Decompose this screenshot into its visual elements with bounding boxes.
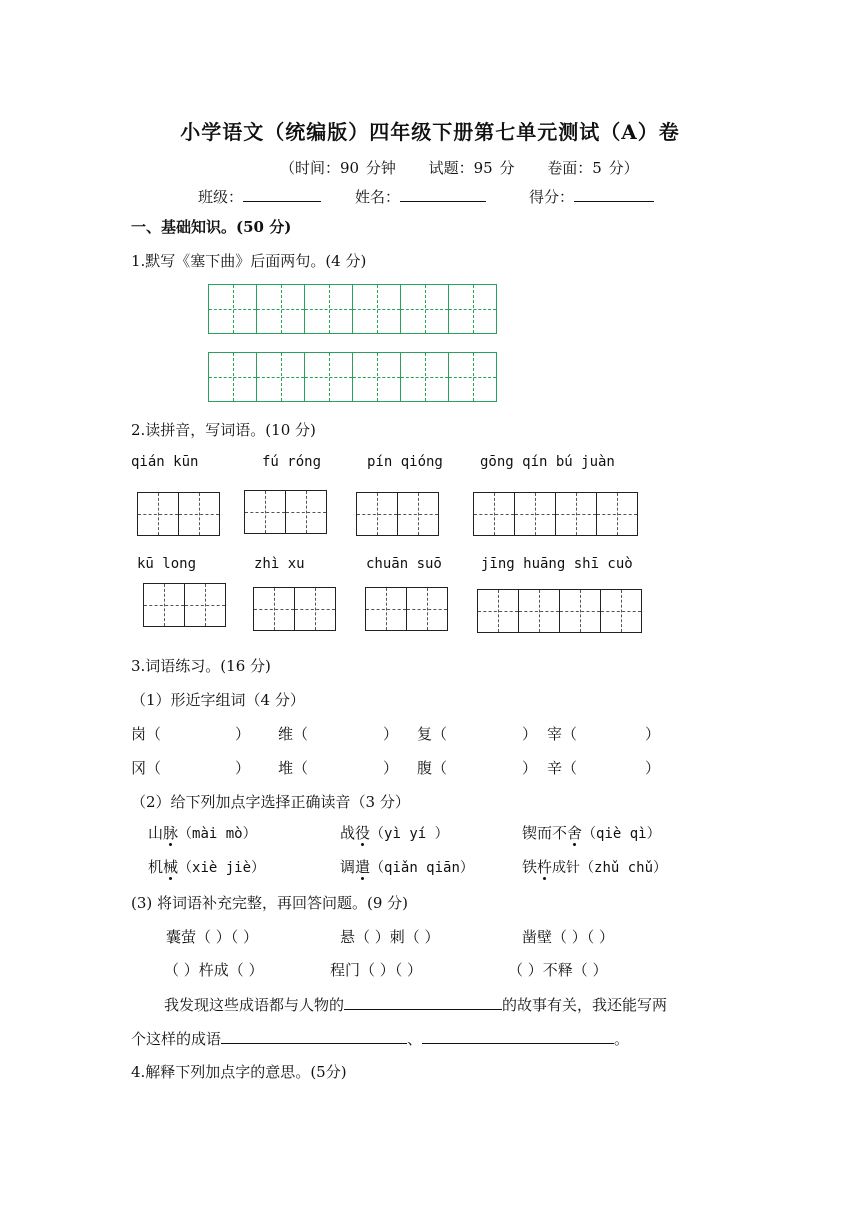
pinyin-8: jīng huāng shī cuò <box>481 556 633 572</box>
char-group-blank[interactable]: ） <box>522 725 538 743</box>
name-blank[interactable] <box>400 187 486 202</box>
question-1: 1.默写《塞下曲》后面两句。(4 分) <box>131 252 367 270</box>
char-group-item: 腹（ <box>417 759 448 777</box>
answer-sentence: 我发现这些成语都与人物的 的故事有关，我还能写两 <box>164 996 668 1014</box>
question-3: 3.词语练习。(16 分) <box>131 657 271 675</box>
pronunciation-item[interactable]: 锲而不舍（qiè qì） <box>522 824 661 842</box>
char-group-item: 维（ <box>278 725 309 743</box>
char-group-blank[interactable]: ） <box>383 759 399 777</box>
answer-grid[interactable] <box>365 587 448 631</box>
idiom-blank[interactable]: 程门（ ）（ ） <box>330 961 423 979</box>
idiom-blank[interactable]: 凿壁（ ）（ ） <box>522 928 615 946</box>
exam-info <box>280 157 665 178</box>
char-group-blank[interactable]: ） <box>235 725 251 743</box>
section-heading: 一、基础知识。(50 分) <box>131 218 292 236</box>
answer-blank[interactable] <box>344 995 502 1010</box>
exam-questions: 试题：95 分 <box>428 159 515 177</box>
answer-grid[interactable] <box>143 583 226 627</box>
pinyin-6: zhì xu <box>254 556 305 572</box>
answer-grid[interactable] <box>356 492 439 536</box>
sub-question-3: (3) 将词语补充完整，再回答问题。(9 分) <box>131 894 409 912</box>
pinyin-3: pín qióng <box>367 454 443 470</box>
score-blank[interactable] <box>574 187 654 202</box>
char-group-item: 宰（ <box>547 725 578 743</box>
answer-grid[interactable] <box>473 492 638 536</box>
answer-grid[interactable] <box>477 589 642 633</box>
idiom-blank[interactable]: （ ）不释（ ） <box>508 961 608 979</box>
exam-neatness: 卷面：5 分） <box>547 159 639 177</box>
score-field: 得分： <box>529 186 654 207</box>
answer-grid[interactable] <box>137 492 220 536</box>
sub-question-1: （1）形近字组词（4 分） <box>131 691 305 709</box>
answer-blank[interactable] <box>221 1029 407 1044</box>
exam-time: （时间：90 分钟 <box>280 159 396 177</box>
char-group-item: 岗（ <box>131 725 162 743</box>
idiom-blank[interactable]: （ ）杵成（ ） <box>164 961 264 979</box>
answer-grid[interactable] <box>244 490 327 534</box>
page-title: 小学语文（统编版）四年级下册第七单元测试（A）卷 <box>180 120 680 144</box>
answer-grid[interactable] <box>253 587 336 631</box>
char-group-item: 复（ <box>417 725 448 743</box>
char-group-blank[interactable]: ） <box>522 759 538 777</box>
question-2: 2.读拼音，写词语。(10 分) <box>131 421 316 439</box>
char-group-item: 冈（ <box>131 759 162 777</box>
char-group-item: 辛（ <box>547 759 578 777</box>
char-group-blank[interactable]: ） <box>645 759 661 777</box>
answer-sentence: 个这样的成语 、 。 <box>131 1030 630 1048</box>
pinyin-4: gōng qín bú juàn <box>480 454 615 470</box>
char-group-blank[interactable]: ） <box>383 725 399 743</box>
pinyin-2: fú róng <box>262 454 322 470</box>
writing-grid-1[interactable] <box>208 284 497 334</box>
char-group-blank[interactable]: ） <box>645 725 661 743</box>
class-blank[interactable] <box>243 187 321 202</box>
pinyin-5: kū long <box>137 556 197 572</box>
char-group-blank[interactable]: ） <box>235 759 251 777</box>
pinyin-7: chuān suō <box>366 556 442 572</box>
pinyin-1: qián kūn <box>131 454 199 470</box>
idiom-blank[interactable]: 悬（ ）刺（ ） <box>340 928 440 946</box>
idiom-blank[interactable]: 囊萤（ ）（ ） <box>166 928 259 946</box>
pronunciation-item[interactable]: 铁杵成针（zhǔ chǔ） <box>522 858 668 876</box>
writing-grid-2[interactable] <box>208 352 497 402</box>
question-4: 4.解释下列加点字的意思。(5分) <box>131 1063 347 1081</box>
sub-question-2: （2）给下列加点字选择正确读音（3 分） <box>131 793 410 811</box>
pronunciation-item[interactable]: 机械（xiè jiè） <box>148 858 266 876</box>
answer-blank[interactable] <box>422 1029 614 1044</box>
char-group-item: 堆（ <box>278 759 309 777</box>
pronunciation-item[interactable]: 战役（yì yí ） <box>340 824 449 842</box>
name-field: 姓名： <box>355 186 486 207</box>
class-field: 班级： <box>198 186 321 207</box>
pronunciation-item[interactable]: 调遣（qiǎn qiān） <box>340 858 474 876</box>
pronunciation-item[interactable]: 山脉（mài mò） <box>148 824 257 842</box>
